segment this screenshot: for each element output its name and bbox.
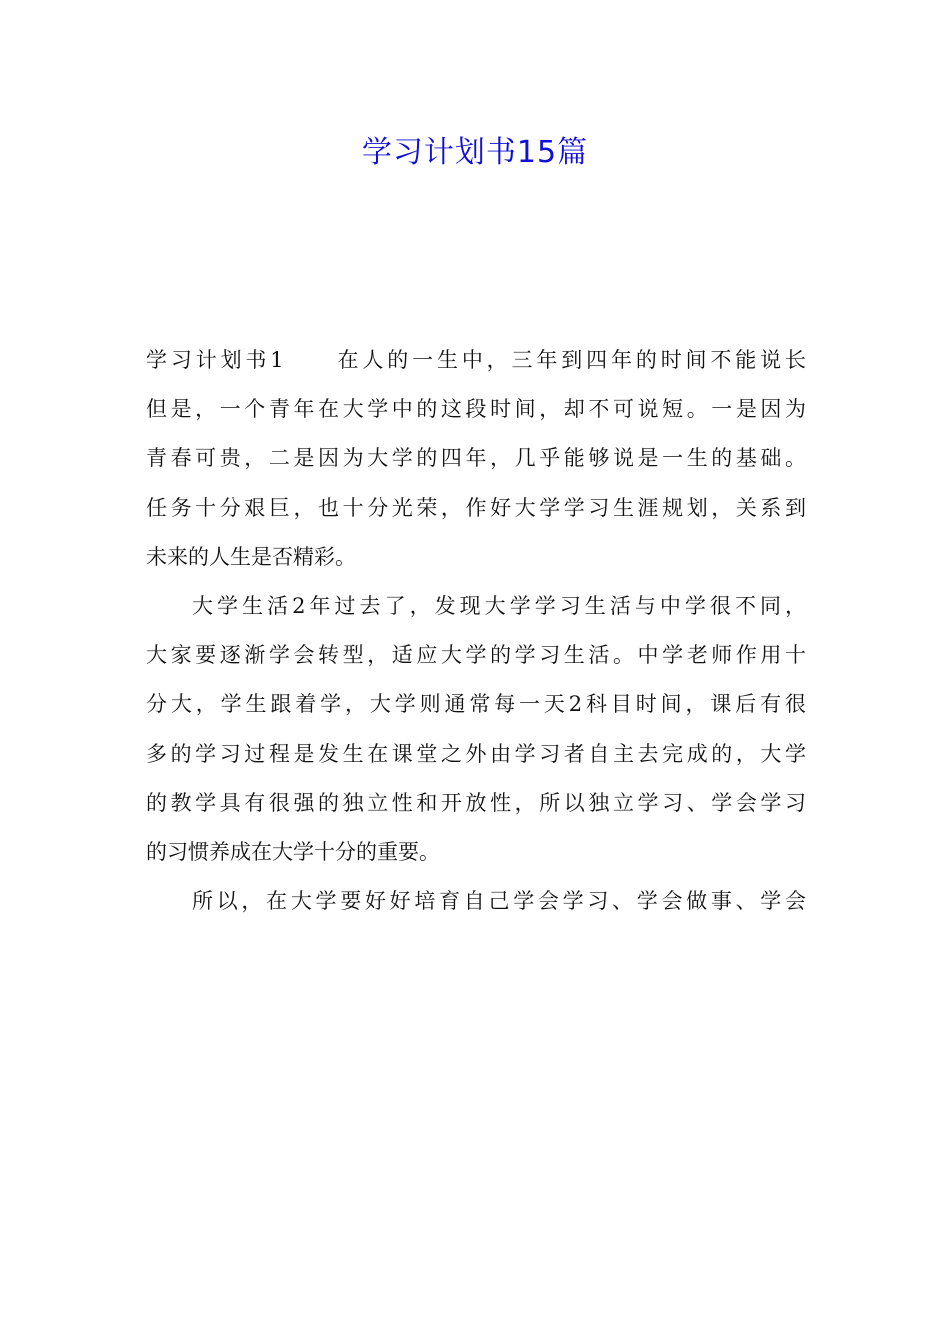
text-line: 青春可贵，二是因为大学的四年，几乎能够说是一生的基础。 [146, 446, 806, 471]
text-line-content: 在人的一生中，三年到四年的时间不能说长 [333, 348, 806, 372]
text-line: 任务十分艰巨，也十分光荣，作好大学学习生涯规划，关系到 [146, 495, 806, 520]
text-line: 但是，一个青年在大学中的这段时间，却不可说短。一是因为 [146, 397, 806, 422]
text-line: 所以，在大学要好好培育自己学会学习、学会做事、学会 [192, 889, 806, 914]
text-line [146, 336, 806, 385]
section-heading: 学习计划书1 [146, 348, 284, 372]
text-line: 未来的人生是否精彩。 [146, 544, 356, 569]
document-body [146, 336, 806, 926]
document-title: 学习计划书15篇 [361, 135, 589, 170]
text-line: 大家要逐渐学会转型，适应大学的学习生活。中学老师作用十 [146, 643, 806, 668]
text-line: 大学生活2年过去了，发现大学学习生活与中学很不同， [192, 593, 806, 618]
text-line: 的教学具有很强的独立性和开放性，所以独立学习、学会学习 [146, 790, 806, 815]
text-line: 的习惯养成在大学十分的重要。 [146, 839, 440, 864]
text-line: 多的学习过程是发生在课堂之外由学习者自主去完成的，大学 [146, 741, 806, 766]
text-line: 分大，学生跟着学，大学则通常每一天2科目时间，课后有很 [146, 692, 806, 717]
